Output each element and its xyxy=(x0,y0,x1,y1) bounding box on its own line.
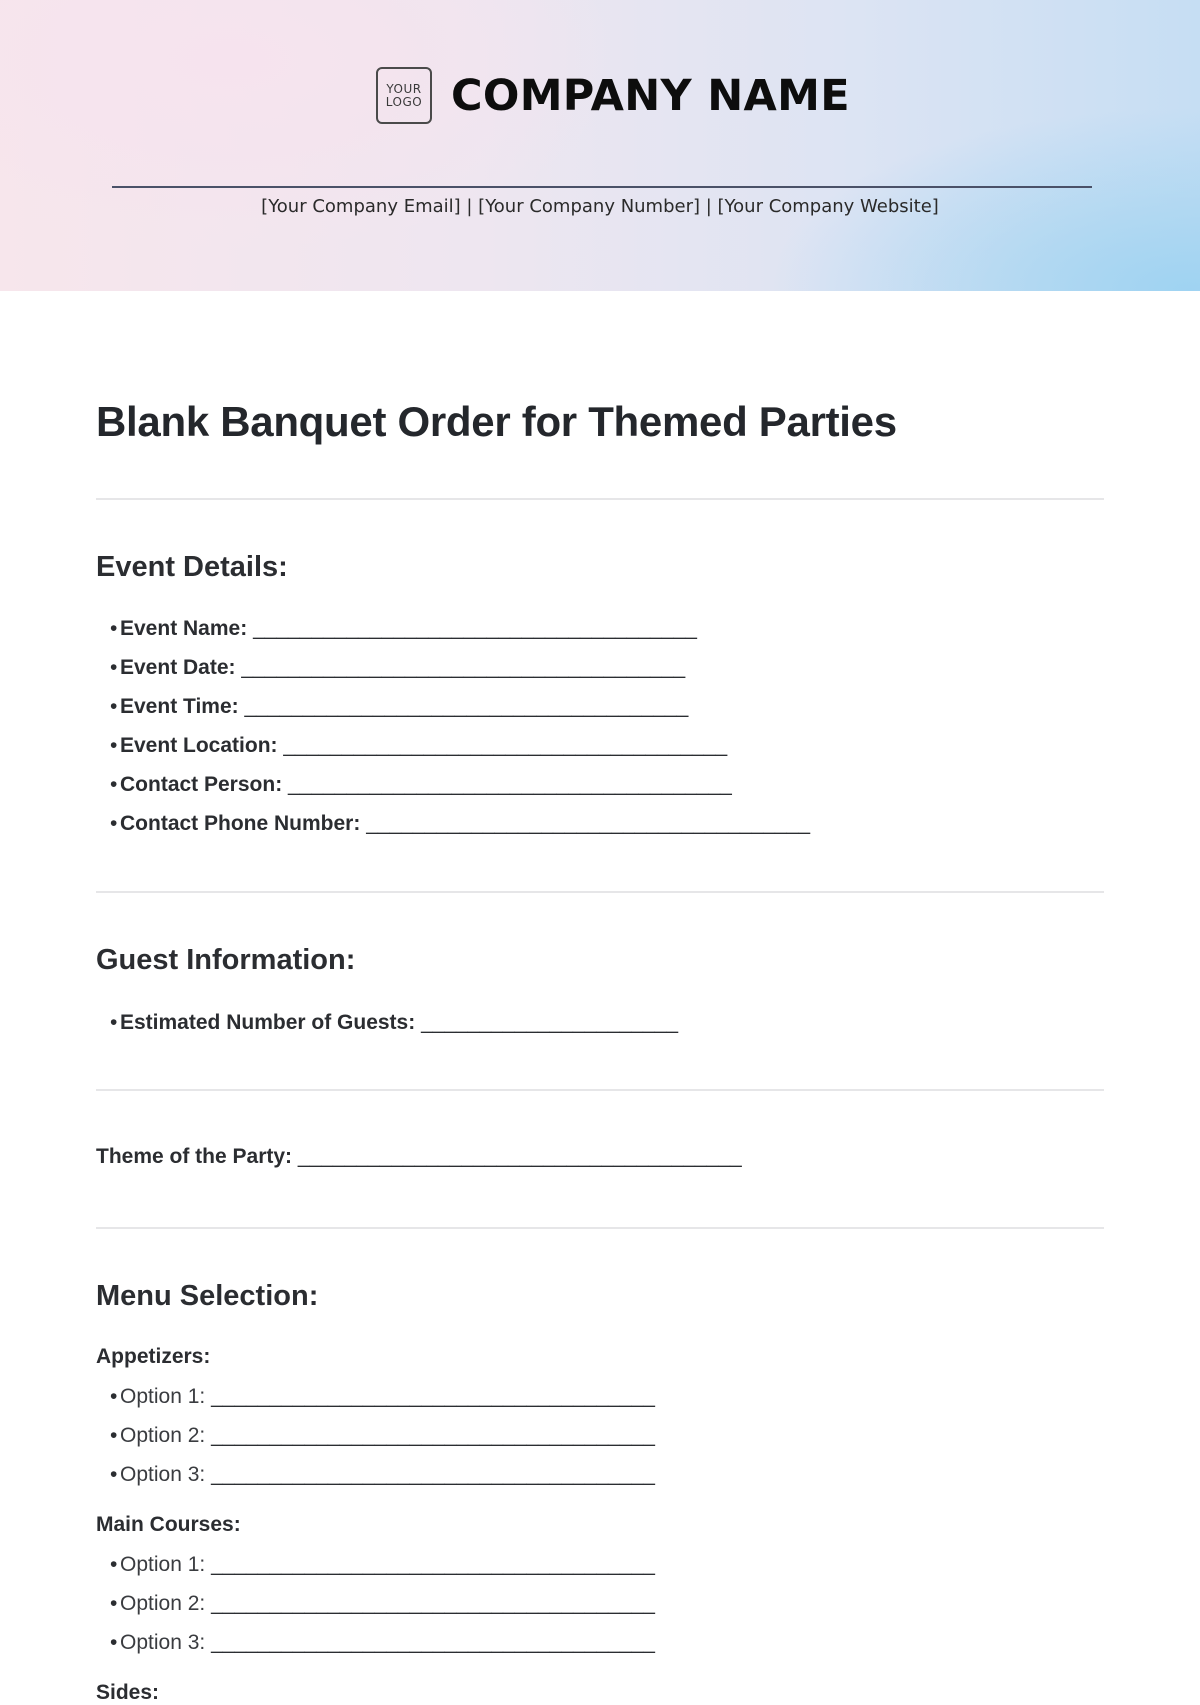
main-course-option-1[interactable] xyxy=(110,1545,655,1584)
main-course-option-3[interactable] xyxy=(110,1623,655,1662)
bullet: • xyxy=(110,656,118,679)
fill-in-blank[interactable]: ______________________ xyxy=(421,1011,679,1034)
field-label: Event Location: xyxy=(120,734,278,757)
bullet: • xyxy=(110,773,118,796)
theme-field[interactable] xyxy=(96,1145,742,1169)
fill-in-blank[interactable]: ______________________________________ xyxy=(211,1631,655,1654)
option-label: Option 1: xyxy=(120,1385,206,1408)
estimated-guests-field[interactable] xyxy=(110,1003,678,1042)
guest-information-list xyxy=(110,1003,678,1042)
document-title: Blank Banquet Order for Themed Parties xyxy=(96,398,897,445)
appetizer-option-1[interactable] xyxy=(110,1377,655,1416)
fill-in-blank[interactable]: ______________________________________ xyxy=(211,1463,655,1486)
event-date-field[interactable] xyxy=(110,648,810,687)
header-divider xyxy=(112,186,1092,188)
theme-label: Theme of the Party: xyxy=(96,1145,293,1168)
option-label: Option 3: xyxy=(120,1463,206,1486)
appetizer-option-3[interactable] xyxy=(110,1455,655,1494)
bullet: • xyxy=(110,695,118,718)
contact-phone-field[interactable] xyxy=(110,804,810,843)
company-name: COMPANY NAME xyxy=(451,70,850,121)
main-course-option-2[interactable] xyxy=(110,1584,655,1623)
field-label: Event Date: xyxy=(120,656,236,679)
option-label: Option 3: xyxy=(120,1631,206,1654)
bullet: • xyxy=(110,1424,118,1447)
fill-in-blank[interactable]: ______________________________________ xyxy=(211,1553,655,1576)
event-time-field[interactable] xyxy=(110,687,810,726)
fill-in-blank[interactable]: ______________________________________ xyxy=(244,695,689,718)
fill-in-blank[interactable]: ______________________________________ xyxy=(241,656,686,679)
contact-person-field[interactable] xyxy=(110,765,810,804)
fill-in-blank[interactable]: ______________________________________ xyxy=(297,1145,742,1168)
event-details-heading: Event Details: xyxy=(96,551,288,583)
brand xyxy=(376,67,850,124)
field-label: Contact Person: xyxy=(120,773,283,796)
main-courses-heading: Main Courses: xyxy=(96,1513,241,1536)
event-details-list xyxy=(110,609,810,843)
bullet: • xyxy=(110,1631,118,1654)
field-label: Event Name: xyxy=(120,617,248,640)
fill-in-blank[interactable]: ______________________________________ xyxy=(211,1424,655,1447)
appetizers-heading: Appetizers: xyxy=(96,1345,211,1368)
fill-in-blank[interactable]: ______________________________________ xyxy=(366,812,810,835)
main-courses-list xyxy=(110,1545,655,1662)
logo xyxy=(376,67,432,124)
bullet: • xyxy=(110,1385,118,1408)
field-label: Estimated Number of Guests: xyxy=(120,1011,416,1034)
event-location-field[interactable] xyxy=(110,726,810,765)
menu-selection-heading: Menu Selection: xyxy=(96,1280,319,1312)
logo-line-1: YOUR xyxy=(386,81,422,96)
bullet: • xyxy=(110,1553,118,1576)
bullet: • xyxy=(110,1592,118,1615)
appetizers-list xyxy=(110,1377,655,1494)
bullet: • xyxy=(110,617,118,640)
bullet: • xyxy=(110,1011,118,1034)
fill-in-blank[interactable]: ______________________________________ xyxy=(288,773,732,796)
event-name-field[interactable] xyxy=(110,609,810,648)
page-header xyxy=(0,0,1200,291)
bullet: • xyxy=(110,1463,118,1486)
logo-line-2: LOGO xyxy=(385,94,423,109)
fill-in-blank[interactable]: ______________________________________ xyxy=(283,734,728,757)
field-label: Event Time: xyxy=(120,695,239,718)
section-divider xyxy=(96,498,1104,500)
company-contact-line: [Your Company Email] | [Your Company Number] | [Your Company Website] xyxy=(261,196,939,217)
fill-in-blank[interactable]: ______________________________________ xyxy=(211,1385,655,1408)
bullet: • xyxy=(110,812,118,835)
option-label: Option 2: xyxy=(120,1592,206,1615)
section-divider xyxy=(96,891,1104,893)
section-divider xyxy=(96,1227,1104,1229)
field-label: Contact Phone Number: xyxy=(120,812,361,835)
fill-in-blank[interactable]: ______________________________________ xyxy=(211,1592,655,1615)
fill-in-blank[interactable]: ______________________________________ xyxy=(253,617,697,640)
bullet: • xyxy=(110,734,118,757)
appetizer-option-2[interactable] xyxy=(110,1416,655,1455)
section-divider xyxy=(96,1089,1104,1091)
option-label: Option 2: xyxy=(120,1424,206,1447)
guest-information-heading: Guest Information: xyxy=(96,944,356,976)
option-label: Option 1: xyxy=(120,1553,206,1576)
sides-heading: Sides: xyxy=(96,1681,160,1704)
